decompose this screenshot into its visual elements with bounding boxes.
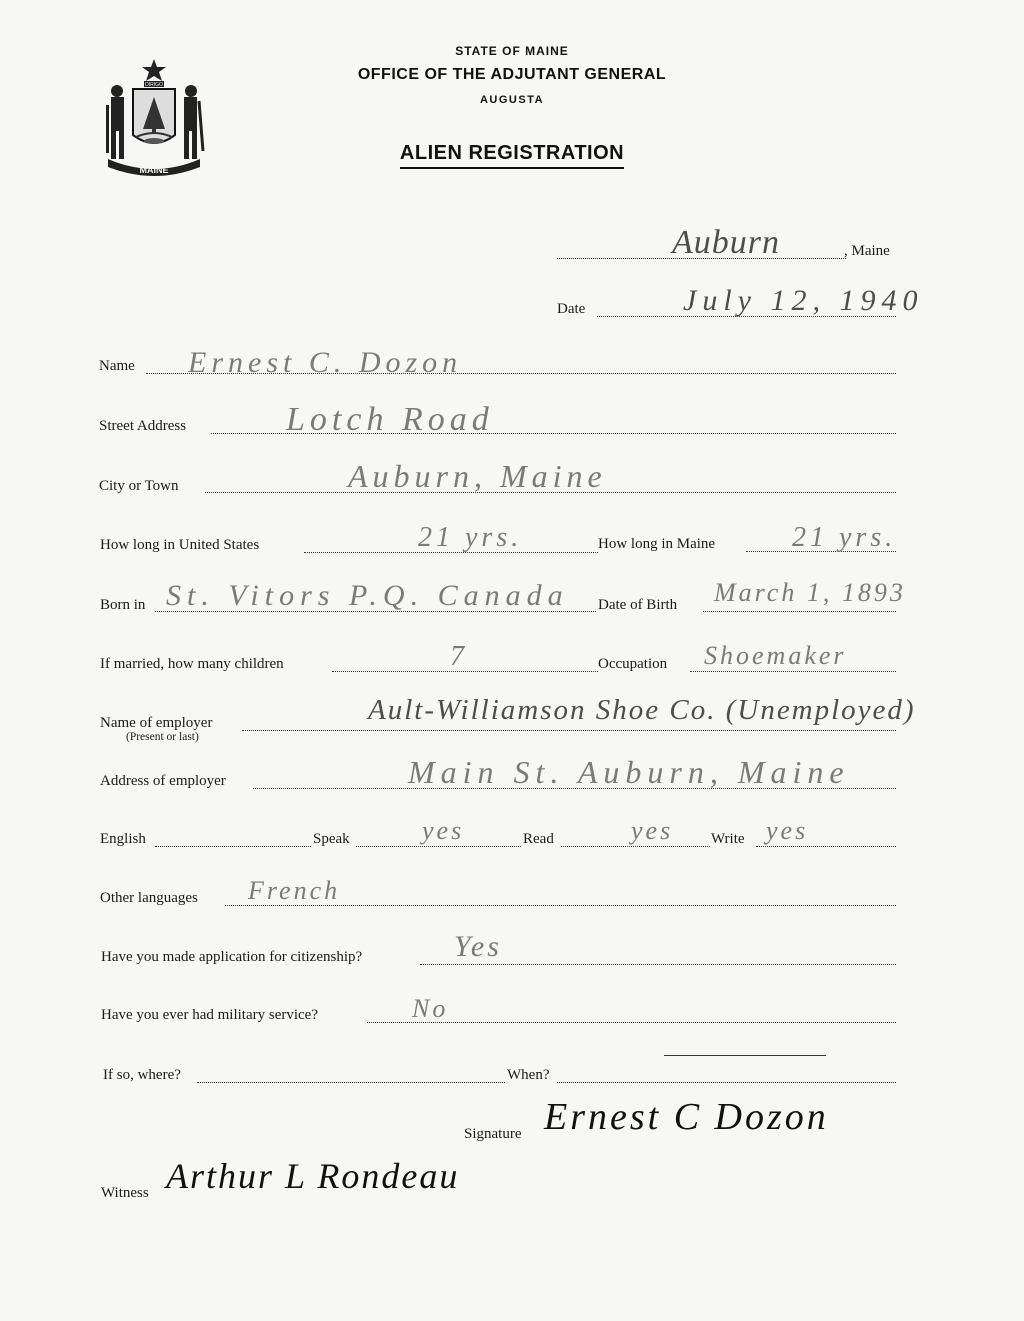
speak-line (356, 846, 521, 847)
occupation-value: Shoemaker (704, 641, 847, 670)
write-value: yes (766, 816, 809, 845)
form-title-text: ALIEN REGISTRATION (400, 142, 624, 169)
place-value: Auburn (672, 224, 780, 261)
when-dash-mark (664, 1055, 826, 1056)
write-label: Write (711, 831, 745, 847)
other-languages-line (225, 905, 896, 906)
employer-address-value: Main St. Auburn, Maine (408, 754, 850, 790)
birth-date-value: March 1, 1893 (714, 578, 906, 607)
occupation-label: Occupation (598, 656, 668, 672)
how-long-maine-label: How long in Maine (598, 536, 716, 552)
name-label: Name (99, 358, 135, 374)
street-label: Street Address (99, 418, 187, 434)
how-long-us-label: How long in United States (100, 537, 260, 553)
born-in-label: Born in (100, 597, 146, 613)
seal-motto: DIRIGO (145, 82, 163, 88)
english-label: English (100, 831, 146, 847)
city-heading: AUGUSTA (479, 94, 545, 106)
when-line (557, 1082, 896, 1083)
witness-label: Witness (101, 1185, 149, 1201)
employer-value: Ault-Williamson Shoe Co. (Unemployed) (368, 694, 916, 726)
english-line-1 (155, 846, 311, 847)
military-value: No (412, 994, 449, 1023)
birth-date-label: Date of Birth (598, 597, 678, 613)
citizenship-label: Have you made application for citizenship? (101, 949, 363, 965)
where-label: If so, where? (103, 1067, 181, 1083)
children-value: 7 (450, 641, 465, 672)
state-seal-icon (100, 55, 208, 183)
speak-value: yes (422, 816, 465, 845)
read-value: yes (631, 816, 674, 845)
city-label: City or Town (99, 478, 179, 494)
place-suffix: , Maine (844, 243, 890, 259)
employer-sublabel: (Present or last) (126, 731, 199, 743)
signature-value: Ernest C Dozon (544, 1096, 829, 1138)
date-label: Date (557, 301, 586, 317)
citizenship-line (420, 964, 896, 965)
military-label: Have you ever had military service? (101, 1007, 318, 1023)
birth-date-line (703, 611, 896, 612)
witness-value: Arthur L Rondeau (166, 1156, 460, 1196)
seal-banner: MAINE (139, 165, 169, 175)
other-languages-label: Other languages (100, 890, 198, 906)
employer-line (242, 730, 896, 731)
city-value: Auburn, Maine (348, 458, 607, 494)
when-label: When? (507, 1067, 550, 1083)
other-languages-value: French (248, 876, 341, 905)
how-long-us-value: 21 yrs. (418, 522, 523, 553)
children-label: If married, how many children (100, 656, 284, 672)
employer-label: Name of employer (100, 715, 213, 731)
citizenship-value: Yes (454, 930, 502, 963)
employer-address-label: Address of employer (100, 773, 226, 789)
read-line (561, 846, 710, 847)
children-line (332, 671, 598, 672)
date-value: July 12, 1940 (683, 284, 924, 317)
occupation-line (690, 671, 896, 672)
office-heading: OFFICE OF THE ADJUTANT GENERAL (357, 66, 667, 83)
street-value: Lotch Road (286, 401, 494, 438)
write-line (756, 846, 896, 847)
signature-label: Signature (464, 1126, 522, 1142)
how-long-maine-value: 21 yrs. (792, 522, 897, 553)
state-heading: STATE OF MAINE (455, 44, 569, 58)
name-value: Ernest C. Dozon (188, 346, 463, 379)
where-line (197, 1082, 505, 1083)
read-label: Read (523, 831, 554, 847)
speak-label: Speak (313, 831, 350, 847)
born-in-value: St. Vitors P.Q. Canada (166, 579, 569, 612)
